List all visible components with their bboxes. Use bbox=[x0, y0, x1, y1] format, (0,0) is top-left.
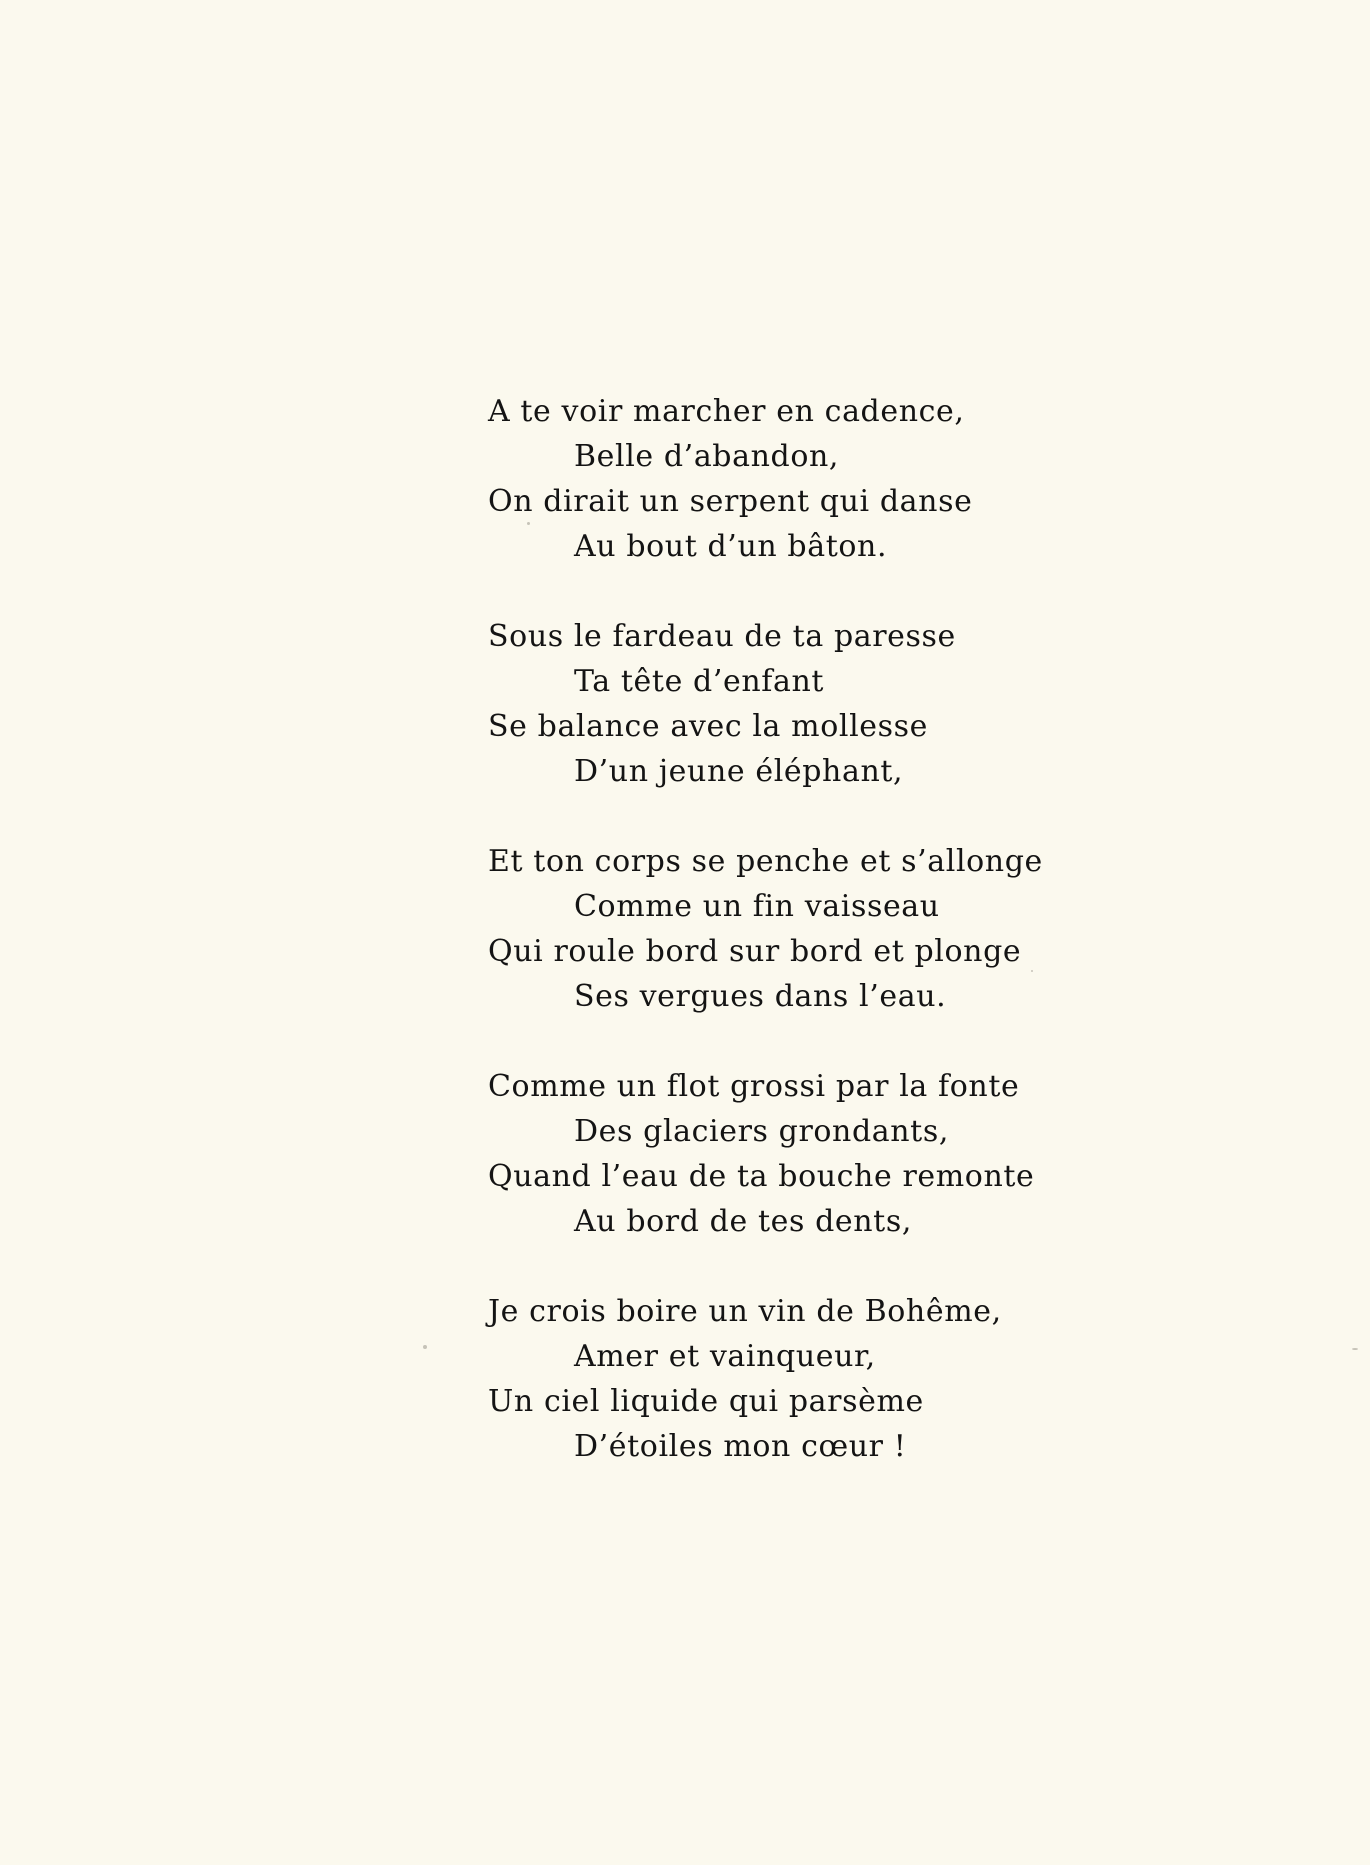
poem-line: Amer et vainqueur, bbox=[574, 1339, 876, 1374]
poem-line: A te voir marcher en cadence, bbox=[488, 394, 965, 429]
poem-line: Comme un fin vaisseau bbox=[574, 889, 940, 924]
paper-speck bbox=[423, 1345, 427, 1349]
poem-line: Je crois boire un vin de Bohême, bbox=[488, 1294, 1002, 1329]
poem-line: Qui roule bord sur bord et plonge bbox=[488, 934, 1022, 969]
paper-speck bbox=[527, 522, 530, 525]
paper-speck bbox=[1352, 1348, 1358, 1350]
poem-line: Comme un flot grossi par la fonte bbox=[488, 1069, 1020, 1104]
poem-line: On dirait un serpent qui danse bbox=[488, 484, 973, 519]
poem-line: Et ton corps se penche et s’allonge bbox=[488, 844, 1043, 879]
stanza-3 bbox=[488, 839, 1188, 1019]
poem-line: D’un jeune éléphant, bbox=[574, 754, 904, 789]
poem-line: Se balance avec la mollesse bbox=[488, 709, 928, 744]
poem-line: Belle d’abandon, bbox=[574, 439, 840, 474]
poem bbox=[488, 389, 1188, 1514]
stanza-1 bbox=[488, 389, 1188, 569]
stanza-2 bbox=[488, 614, 1188, 794]
stanza-5 bbox=[488, 1289, 1188, 1469]
paper-speck bbox=[1031, 970, 1033, 972]
poem-line: Au bout d’un bâton. bbox=[574, 529, 888, 564]
stanza-4 bbox=[488, 1064, 1188, 1244]
poem-line: Un ciel liquide qui parsème bbox=[488, 1384, 924, 1419]
poem-line: Sous le fardeau de ta paresse bbox=[488, 619, 956, 654]
poem-line: D’étoiles mon cœur ! bbox=[574, 1429, 907, 1464]
poem-line: Ta tête d’enfant bbox=[574, 664, 825, 699]
poem-line: Quand l’eau de ta bouche remonte bbox=[488, 1159, 1035, 1194]
poem-line: Ses vergues dans l’eau. bbox=[574, 979, 947, 1014]
poem-line: Au bord de tes dents, bbox=[574, 1204, 912, 1239]
poem-line: Des glaciers grondants, bbox=[574, 1114, 949, 1149]
